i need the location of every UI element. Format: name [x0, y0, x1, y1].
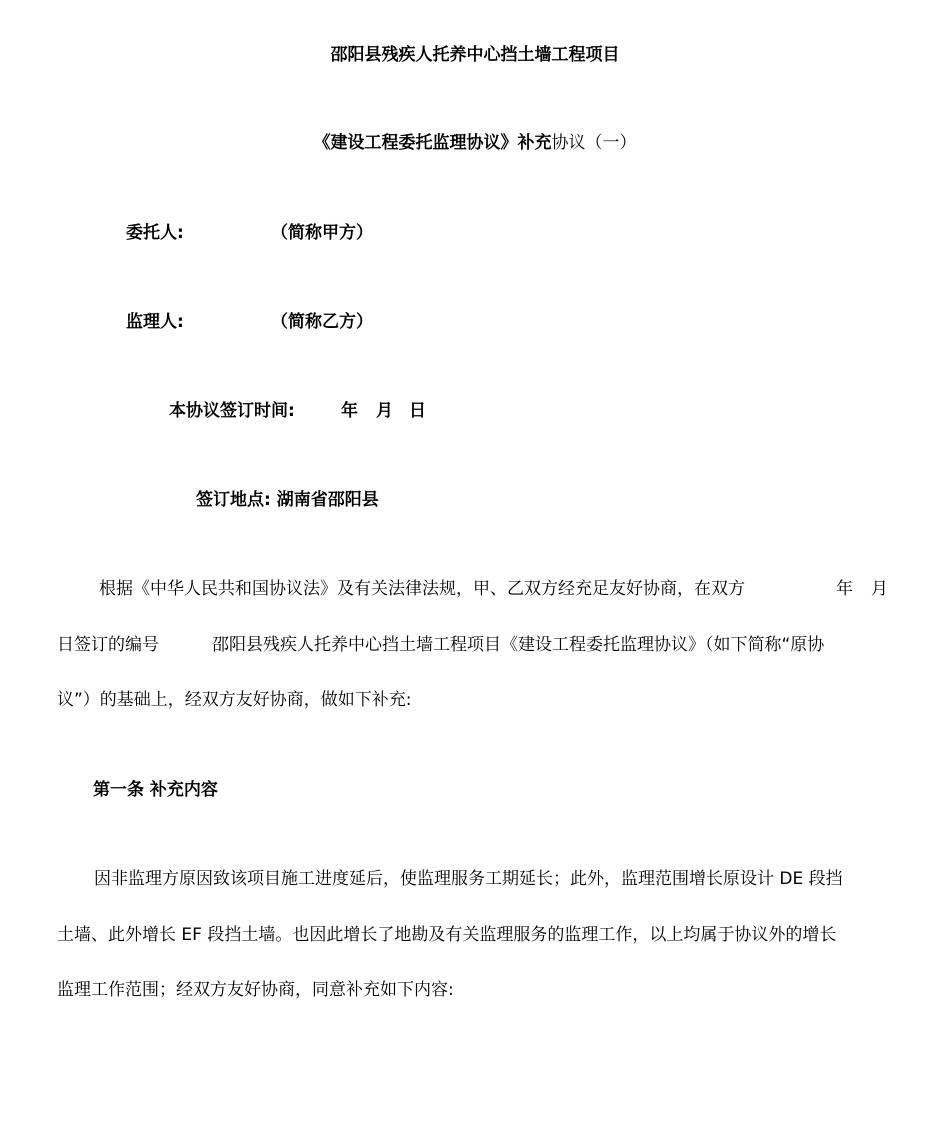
client-row	[126, 221, 184, 245]
intro-line-2-text: 邵阳县残疾人托养中心挡土墙工程项目《建设工程委托监理协议》（如下简称“原协	[212, 635, 825, 655]
subtitle-bold-text: 《建设工程委托监理协议》补充	[313, 133, 552, 153]
supervisor-alias: （简称乙方）	[271, 312, 373, 332]
intro-line-2-start	[57, 633, 159, 657]
supervisor-label: 监理人:	[126, 312, 184, 332]
supervisor-alias-row	[271, 310, 373, 334]
client-alias-row	[271, 221, 373, 245]
intro-line-3	[57, 688, 412, 712]
client-label: 委托人:	[126, 223, 184, 243]
document-subtitle	[0, 131, 950, 155]
document-title	[0, 43, 950, 67]
intro-year: 年	[836, 579, 853, 599]
article-1-line-3	[57, 978, 454, 1002]
signing-month: 月	[376, 401, 393, 421]
article-1-line-1-text: 因非监理方原因致该项目施工进度延后，使监理服务工期延长；此外，监理范围增长原设计 DE 段挡	[94, 869, 843, 889]
signing-date-row	[341, 399, 426, 423]
signing-place: 签订地点: 湖南省邵阳县	[196, 490, 379, 510]
intro-line-1-text: 根据《中华人民共和国协议法》及有关法律法规，甲、乙双方经充足友好协商，在双方	[99, 579, 745, 599]
article-1-heading-text: 第一条 补充内容	[93, 780, 218, 800]
intro-line-3-text: 议”）的基础上，经双方友好协商，做如下补充:	[57, 690, 412, 710]
signing-day: 日	[409, 401, 426, 421]
supervisor-row	[126, 310, 184, 334]
article-1-heading	[93, 778, 218, 802]
signing-time-label: 本协议签订时间:	[169, 401, 295, 421]
subtitle-normal-text: 协议（一）	[551, 133, 637, 153]
article-1-line-2-text: 土墙、此外增长 EF 段挡土墙。也因此增长了地勘及有关监理服务的监理工作，以上均属于协议外的增长	[57, 925, 837, 945]
signing-time-row	[169, 399, 295, 423]
intro-line-1	[99, 577, 745, 601]
client-alias: （简称甲方）	[271, 223, 373, 243]
intro-month: 月	[871, 579, 888, 599]
intro-line-1-date	[836, 577, 888, 601]
title-text: 邵阳县残疾人托养中心挡土墙工程项目	[330, 45, 620, 65]
signing-place-row	[196, 488, 379, 512]
article-1-line-1	[94, 867, 843, 891]
article-1-line-2	[57, 923, 836, 947]
article-1-line-3-text: 监理工作范围；经双方友好协商，同意补充如下内容:	[57, 980, 454, 1000]
signing-year: 年	[341, 401, 358, 421]
intro-line-2-rest	[212, 633, 824, 657]
intro-line-2-number-label: 日签订的编号	[57, 635, 159, 655]
